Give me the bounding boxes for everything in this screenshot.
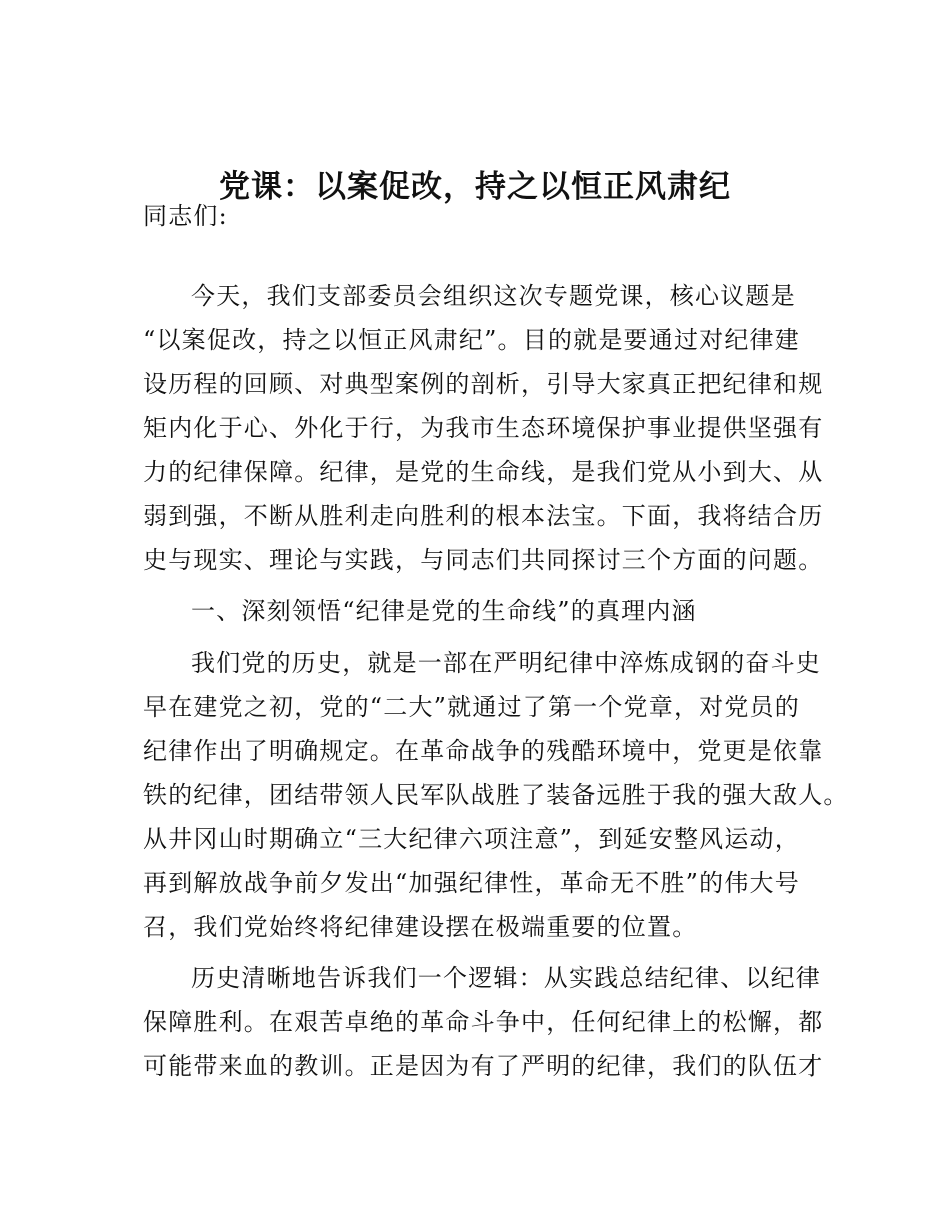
paragraph-line: 设历程的回顾、对典型案例的剖析，引导大家真正把纪律和规 bbox=[143, 370, 824, 398]
paragraph-line: 力的纪律保障。纪律，是党的生命线，是我们党从小到大、从 bbox=[143, 458, 824, 486]
paragraph-line: 历史清晰地告诉我们一个逻辑：从实践总结纪律、以纪律 bbox=[191, 964, 821, 992]
paragraph-line: 史与现实、理论与实践，与同志们共同探讨三个方面的问题。 bbox=[143, 546, 824, 574]
paragraph-line: 今天，我们支部委员会组织这次专题党课，核心议题是 bbox=[191, 282, 796, 310]
paragraph-line: 纪律作出了明确规定。在革命战争的残酷环境中，党更是依靠 bbox=[143, 737, 824, 765]
paragraph-line: 铁的纪律，团结带领人民军队战胜了装备远胜于我的强大敌人。 bbox=[143, 781, 849, 809]
paragraph-line: 从井冈山时期确立“三大纪律六项注意”，到延安整风运动， bbox=[143, 825, 800, 853]
paragraph-line: 召，我们党始终将纪律建设摆在极端重要的位置。 bbox=[143, 913, 698, 941]
paragraph-line: “以案促改，持之以恒正风肃纪”。目的就是要通过对纪律建 bbox=[143, 326, 800, 354]
document-title: 党课：以案促改，持之以恒正风肃纪 bbox=[219, 169, 731, 205]
paragraph-line: 我们党的历史，就是一部在严明纪律中淬炼成钢的奋斗史 bbox=[191, 649, 821, 677]
paragraph-line: 保障胜利。在艰苦卓绝的革命斗争中，任何纪律上的松懈，都 bbox=[143, 1008, 824, 1036]
paragraph-line: 弱到强，不断从胜利走向胜利的根本法宝。下面，我将结合历 bbox=[143, 502, 824, 530]
paragraph-line: 早在建党之初，党的“二大”就通过了第一个党章，对党员的 bbox=[143, 693, 800, 721]
paragraph-line: 再到解放战争前夕发出“加强纪律性，革命无不胜”的伟大号 bbox=[143, 869, 800, 897]
salutation: 同志们: bbox=[143, 202, 228, 230]
paragraph-line: 矩内化于心、外化于行，为我市生态环境保护事业提供坚强有 bbox=[143, 414, 824, 442]
section-heading: 一、深刻领悟“纪律是党的生命线”的真理内涵 bbox=[191, 597, 697, 625]
paragraph-line: 可能带来血的教训。正是因为有了严明的纪律，我们的队伍才 bbox=[143, 1052, 824, 1080]
